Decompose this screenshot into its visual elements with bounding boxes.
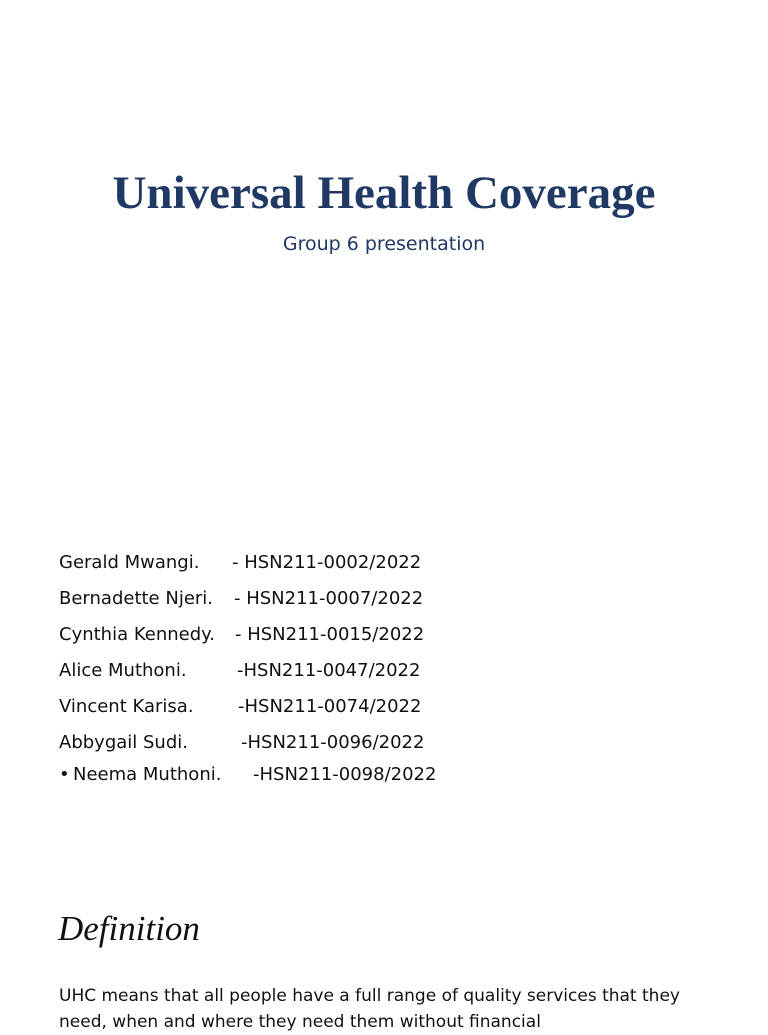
member-row	[59, 728, 436, 764]
bullet-icon: •	[59, 764, 70, 785]
member-row	[59, 692, 436, 728]
member-row	[59, 584, 436, 620]
member-id: -HSN211-0074/2022	[238, 696, 422, 717]
presentation-title: Universal Health Coverage	[112, 167, 656, 219]
member-row	[59, 656, 436, 692]
member-id: -HSN211-0047/2022	[237, 660, 421, 681]
group-member-list	[59, 548, 436, 792]
member-name: Bernadette Njeri.	[59, 588, 214, 609]
definition-slide	[0, 860, 768, 1032]
member-row	[59, 760, 436, 792]
definition-body: UHC means that all people have a full range of quality services that they need, when and where they need them without financial	[59, 986, 680, 1032]
member-name: Neema Muthoni.	[73, 764, 222, 785]
member-id: -HSN211-0098/2022	[253, 764, 437, 785]
member-name: Vincent Karisa.	[59, 696, 194, 717]
member-name: Gerald Mwangi.	[59, 552, 200, 573]
member-row	[59, 620, 436, 656]
member-name: Alice Muthoni.	[59, 660, 187, 681]
member-name: Cynthia Kennedy.	[59, 624, 215, 645]
member-row	[59, 548, 436, 584]
member-id: - HSN211-0015/2022	[235, 624, 425, 645]
member-id: - HSN211-0007/2022	[234, 588, 424, 609]
member-id: - HSN211-0002/2022	[232, 552, 422, 573]
member-name: Abbygail Sudi.	[59, 732, 188, 753]
presentation-subtitle: Group 6 presentation	[282, 233, 486, 255]
member-id: -HSN211-0096/2022	[241, 732, 425, 753]
definition-heading: Definition	[58, 909, 200, 948]
